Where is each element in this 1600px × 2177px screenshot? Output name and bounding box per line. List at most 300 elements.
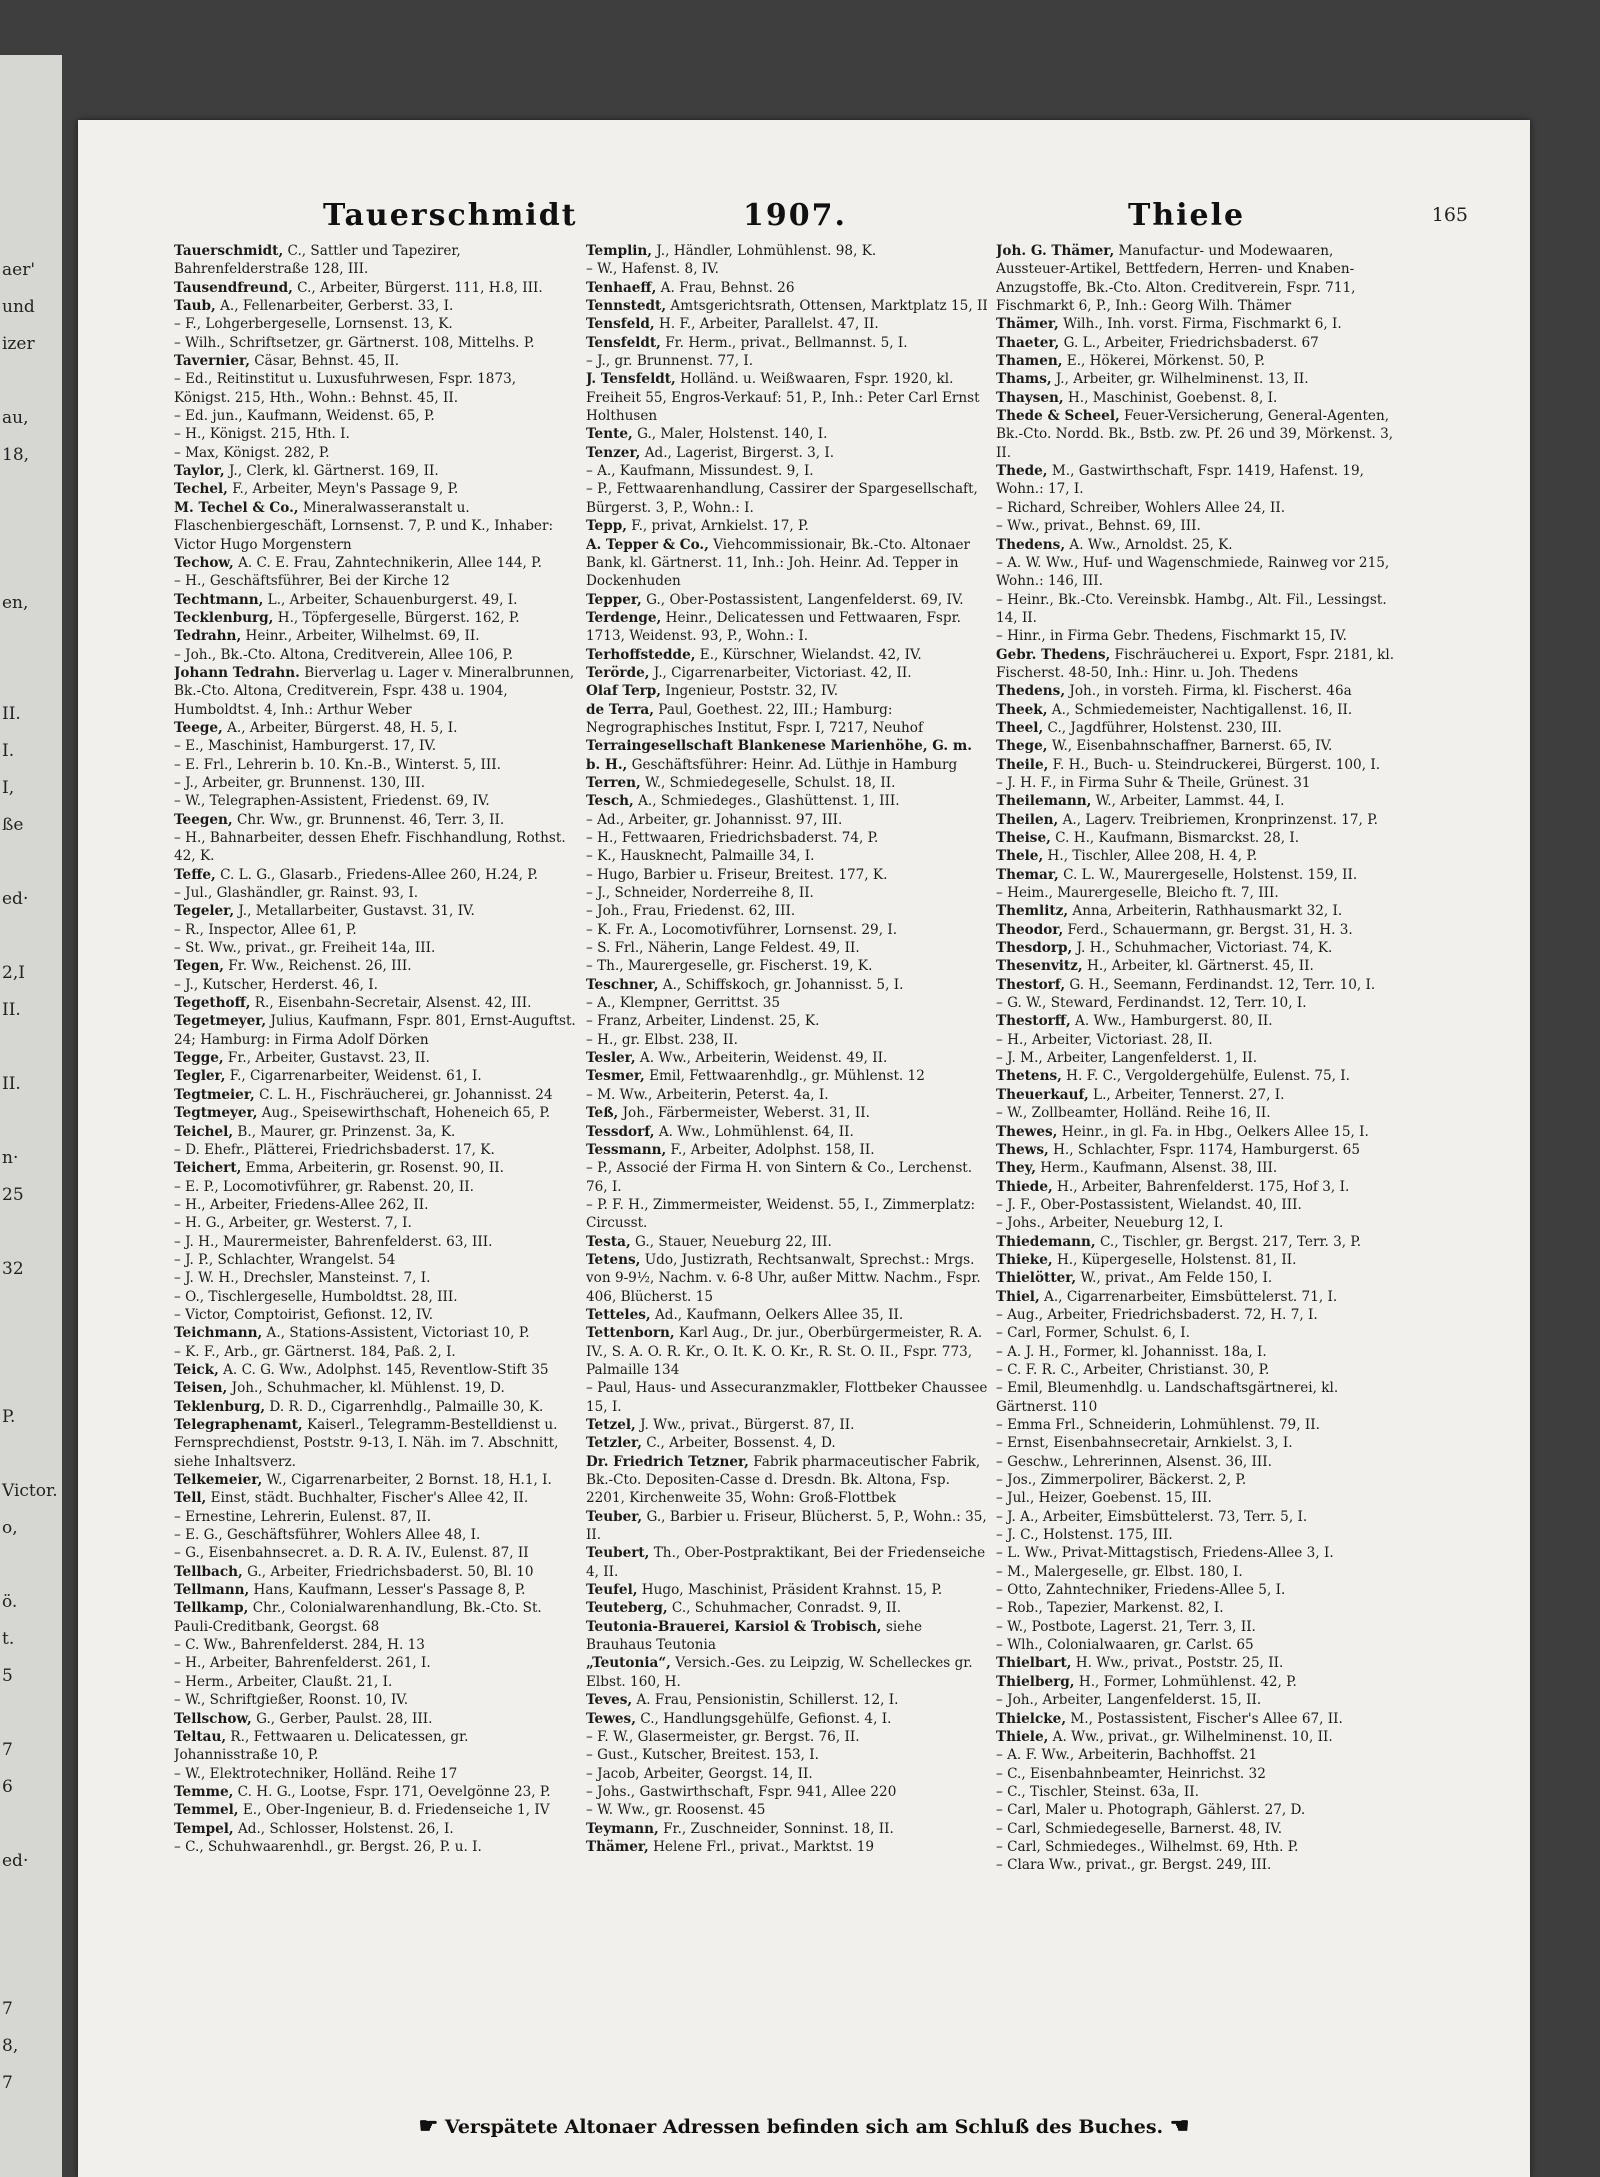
fragment-text: 25 [2, 1185, 24, 1205]
entry-details: – Heinr., Bk.-Cto. Vereinsbk. Hambg., Alt. Fil., Lessingst. 14, II. [996, 591, 1387, 626]
directory-entry [174, 976, 576, 994]
directory-entry [996, 1159, 1398, 1177]
entry-details: – Herm., Arbeiter, Claußt. 21, I. [174, 1673, 393, 1690]
entry-details: W., privat., Am Felde 150, I. [1076, 1270, 1273, 1287]
directory-entry [996, 866, 1398, 884]
entry-details: – Gust., Kutscher, Breitest. 153, I. [586, 1747, 819, 1764]
entry-name: Telkemeier, [174, 1472, 263, 1489]
entry-details: Viehcommissionair, Bk.-Cto. Altonaer Bank, kl. Gärtnerst. 11, Inh.: Joh. Heinr. Ad. Tepper in Dockenhuden [586, 536, 971, 590]
fragment-text: t. [2, 1629, 15, 1649]
directory-entry [174, 1288, 576, 1306]
directory-entry [174, 1343, 576, 1361]
directory-entry [996, 1856, 1398, 1874]
entry-details: H. F. C., Vergoldergehülfe, Eulenst. 75, I. [1061, 1068, 1350, 1085]
entry-name: Thiede, [996, 1178, 1053, 1195]
entry-details: – W., Elektrotechniker, Holländ. Reihe 17 [174, 1765, 458, 1782]
entry-name: de Terra, [586, 701, 654, 718]
directory-entry [586, 811, 988, 829]
entry-name: Teick, [174, 1361, 219, 1378]
directory-entry [996, 1123, 1398, 1141]
directory-entry [174, 1067, 576, 1085]
directory-entry [996, 756, 1398, 774]
column-2 [586, 242, 988, 2092]
directory-entry [174, 1233, 576, 1251]
entry-name: Telegraphenamt, [174, 1417, 303, 1433]
directory-entry [586, 1691, 988, 1709]
fragment-text: I, [2, 778, 15, 798]
fragment-text: II. [2, 1000, 21, 1020]
directory-entry [586, 664, 988, 682]
entry-details: – W. Ww., gr. Roosenst. 45 [586, 1802, 766, 1819]
entry-name: Tesmer, [586, 1068, 645, 1085]
entry-details: – Johs., Arbeiter, Neueburg 12, I. [996, 1215, 1224, 1232]
directory-entry [996, 902, 1398, 920]
entry-name: Theise, [996, 830, 1051, 846]
directory-entry [586, 774, 988, 792]
entry-name: Tellkamp, [174, 1600, 249, 1617]
entry-details: W., Eisenbahnschaffner, Barnerst. 65, IV. [1047, 738, 1333, 755]
directory-entry [996, 1324, 1398, 1342]
directory-entry [174, 1104, 576, 1122]
entry-details: – A., Klempner, Gerrittst. 35 [586, 995, 781, 1012]
directory-entry [996, 1233, 1398, 1251]
entry-details: A. Frau, Behnst. 26 [656, 279, 795, 296]
entry-details: A. Ww., privat., gr. Wilhelminenst. 10, II. [1048, 1728, 1333, 1745]
entry-name: Thaysen, [996, 389, 1064, 406]
directory-entry [174, 1361, 576, 1379]
entry-details: – Richard, Schreiber, Wohlers Allee 24, II. [996, 499, 1286, 516]
directory-entry [586, 1049, 988, 1067]
fragment-text: o, [2, 1518, 18, 1538]
entry-details: – Otto, Zahntechniker, Friedens-Allee 5, I. [996, 1582, 1286, 1599]
entry-details: – A. F. Ww., Arbeiterin, Bachhoffst. 21 [996, 1747, 1258, 1764]
entry-details: C., Jagdführer, Holstenst. 230, III. [1043, 719, 1282, 736]
fragment-text: 7 [2, 1999, 13, 2019]
entry-details: J., Händler, Lohmühlenst. 98, K. [652, 243, 877, 259]
entry-name: Teichmann, [174, 1325, 263, 1342]
entry-details: C., Tischler, gr. Bergst. 217, Terr. 3, P. [1095, 1233, 1362, 1250]
fragment-text: Victor. [2, 1481, 58, 1501]
directory-entry [174, 1508, 576, 1526]
directory-entry [586, 847, 988, 865]
directory-entry [174, 774, 576, 792]
entry-details: – Carl, Maler u. Photograph, Gählerst. 27, D. [996, 1802, 1306, 1819]
directory-entry [996, 1728, 1398, 1746]
entry-name: Themlitz, [996, 903, 1069, 920]
directory-entry [586, 315, 988, 333]
directory-entry [174, 1636, 576, 1654]
directory-entry [996, 1306, 1398, 1324]
fragment-text: P. [2, 1407, 16, 1427]
directory-entry [996, 994, 1398, 1012]
directory-entry [174, 1086, 576, 1104]
entry-name: Thielbart, [996, 1655, 1072, 1672]
directory-entry [586, 517, 988, 535]
entry-details: – O., Tischlergeselle, Humboldtst. 28, III. [174, 1288, 458, 1305]
entry-name: Thedens, [996, 683, 1066, 700]
entry-details: C. L. H., Fischräucherei, gr. Johannisst. 24 [254, 1086, 553, 1103]
directory-entry [586, 829, 988, 847]
directory-entry [174, 1141, 576, 1159]
entry-name: Olaf Terp, [586, 683, 661, 700]
entry-details: – H., gr. Elbst. 238, II. [586, 1031, 738, 1048]
entry-details: Ingenieur, Poststr. 32, IV. [661, 683, 839, 700]
directory-entry [174, 1398, 576, 1416]
entry-details: H. F., Arbeiter, Parallelst. 47, II. [654, 316, 879, 333]
directory-entry [996, 1838, 1398, 1856]
directory-entry [996, 646, 1398, 683]
directory-entry [586, 1508, 988, 1545]
entry-details: – J., gr. Brunnenst. 77, I. [586, 353, 754, 370]
entry-details: H. Ww., privat., Poststr. 25, II. [1071, 1655, 1284, 1672]
directory-entry [996, 407, 1398, 462]
entry-name: Tegge, [174, 1050, 224, 1067]
entry-name: Teves, [586, 1692, 633, 1709]
directory-entry [174, 1838, 576, 1856]
directory-entry [586, 1141, 988, 1159]
entry-details: – Emil, Bleumenhdlg. u. Landschaftsgärtnerei, kl. Gärtnerst. 110 [996, 1380, 1339, 1415]
directory-entry [996, 1269, 1398, 1287]
entry-name: Thämer, [996, 316, 1059, 333]
entry-details: Ad., Schlosser, Holstenst. 26, I. [233, 1820, 454, 1837]
entry-details: G., Arbeiter, Friedrichsbaderst. 50, Bl. 10 [242, 1563, 534, 1580]
directory-entry [996, 884, 1398, 902]
entry-name: Tettenborn, [586, 1325, 675, 1342]
entry-details: R., Fettwaaren u. Delicatessen, gr. Johannisstraße 10, P. [174, 1728, 469, 1764]
entry-name: Teffe, [174, 866, 216, 883]
entry-details: – H., Arbeiter, Friedens-Allee 262, II. [174, 1196, 429, 1213]
entry-details: – Ww., privat., Behnst. 69, III. [996, 518, 1201, 535]
directory-entry [174, 462, 576, 480]
directory-entry [996, 1599, 1398, 1617]
entry-details: Chr., Colonialwarenhandlung, Bk.-Cto. St. Pauli-Creditbank, Georgst. 68 [174, 1600, 542, 1635]
entry-details: – W., Telegraphen-Assistent, Friedenst. 69, IV. [174, 793, 490, 810]
entry-details: H., Arbeiter, kl. Gärtnerst. 45, II. [1082, 958, 1314, 975]
entry-name: Taub, [174, 298, 216, 315]
entry-name: Teufel, [586, 1582, 638, 1599]
entry-details: A. C. G. Ww., Adolphst. 145, Reventlow-Stift 35 [218, 1361, 549, 1378]
entry-details: – K., Hausknecht, Palmaille 34, I. [586, 848, 815, 865]
entry-details: – Ernestine, Lehrerin, Eulenst. 87, II. [174, 1508, 432, 1525]
directory-entry [996, 334, 1398, 352]
entry-details: – Wilh., Schriftsetzer, gr. Gärtnerst. 108, Mittelhs. P. [174, 334, 535, 351]
directory-entry [996, 370, 1398, 388]
directory-entry [174, 1159, 576, 1177]
entry-details: A. Ww., Lohmühlenst. 64, II. [654, 1123, 854, 1140]
directory-entry [996, 1434, 1398, 1452]
entry-details: Anna, Arbeiterin, Rathhausmarkt 32, I. [1068, 903, 1343, 920]
entry-details: L., Arbeiter, Tennerst. 27, I. [1088, 1086, 1285, 1103]
entry-details: J., Metallarbeiter, Gustavst. 31, IV. [234, 903, 475, 920]
directory-entry [996, 1012, 1398, 1030]
entry-name: Tempel, [174, 1820, 234, 1837]
entry-details: Joh., Schuhmacher, kl. Mühlenst. 19, D. [227, 1380, 505, 1397]
entry-details: Bierverlag u. Lager v. Mineralbrunnen, Bk.-Cto. Altona, Creditverein, Fspr. 438 u. 1904, Humboldtst. 4, Inh.: Arthur Weber [174, 664, 575, 718]
directory-entry [586, 1618, 988, 1655]
directory-entry [996, 1691, 1398, 1709]
directory-entry [586, 957, 988, 975]
entry-details: – C. Ww., Bahrenfelderst. 284, H. 13 [174, 1637, 425, 1654]
entry-details: E., Hökerei, Mörkenst. 50, P. [1062, 353, 1265, 370]
directory-entry [174, 921, 576, 939]
entry-details: Udo, Justizrath, Rechtsanwalt, Sprechst.: Mrgs. von 9-9½, Nachm. v. 6-8 Uhr, außer Mittw. Nachm., Fspr. 406, Blücherst. 15 [586, 1251, 981, 1305]
directory-entry [586, 1233, 988, 1251]
directory-entry [996, 1251, 1398, 1269]
entry-details: H., Maschinist, Goebenst. 8, I. [1063, 389, 1278, 406]
entry-details: H., Schlachter, Fspr. 1174, Hamburgerst. 65 [1048, 1141, 1360, 1158]
entry-details: Emil, Fettwaarenhdlg., gr. Mühlenst. 12 [644, 1068, 925, 1085]
entry-details: L., Arbeiter, Schauenburgerst. 49, I. [263, 591, 518, 608]
entry-details: – Hinr., in Firma Gebr. Thedens, Fischmarkt 15, IV. [996, 628, 1348, 645]
entry-details: G., Barbier u. Friseur, Blücherst. 5, P., Wohn.: 35, II. [586, 1508, 987, 1544]
entry-details: F., Arbeiter, Meyn's Passage 9, P. [227, 481, 459, 498]
entry-details: – Johs., Gastwirthschaft, Fspr. 941, Allee 220 [586, 1783, 897, 1800]
directory-entry [174, 425, 576, 443]
directory-entry [996, 1104, 1398, 1122]
directory-entry [586, 1728, 988, 1746]
entry-details: – Geschw., Lehrerinnen, Alsenst. 36, III. [996, 1453, 1272, 1470]
directory-entry [996, 774, 1398, 792]
directory-entry [174, 1306, 576, 1324]
fragment-text: 2,I [2, 963, 25, 983]
directory-entry [996, 1636, 1398, 1654]
fragment-text: aer' [2, 260, 35, 280]
entry-details: – J., Schneider, Norderreihe 8, II. [586, 885, 814, 902]
directory-entry [174, 1581, 576, 1599]
entry-name: Teutonia-Brauerei, Karsiol & Trobisch, [586, 1618, 882, 1635]
entry-details: – J. W. H., Drechsler, Mansteinst. 7, I. [174, 1270, 431, 1287]
entry-details: A. Frau, Pensionistin, Schillerst. 12, I. [632, 1692, 899, 1709]
directory-entry [174, 829, 576, 866]
entry-details: – W., Zollbeamter, Holländ. Reihe 16, II. [996, 1105, 1271, 1122]
entry-details: A., Schmiedemeister, Nachtigallenst. 16, II. [1047, 701, 1353, 718]
entry-details: C. L. W., Maurergeselle, Holstenst. 159, II. [1058, 866, 1358, 883]
entry-details: – Aug., Arbeiter, Friedrichsbaderst. 72, H. 7, I. [996, 1306, 1318, 1323]
entry-name: Tensfeldt, [586, 334, 661, 351]
entry-name: Temmel, [174, 1802, 239, 1819]
entry-name: Theek, [996, 701, 1048, 718]
directory-entry [996, 1416, 1398, 1434]
entry-name: Teegen, [174, 811, 233, 828]
directory-entry [586, 462, 988, 480]
entry-name: Tetens, [586, 1251, 641, 1268]
entry-name: Thedens, [996, 536, 1066, 553]
entry-details: – Th., Maurergeselle, gr. Fischerst. 19, K. [586, 958, 873, 975]
entry-name: Teschner, [586, 976, 659, 993]
directory-entry [996, 1178, 1398, 1196]
entry-details: Kaiserl., Telegramm-Bestelldienst u. Fernsprechdienst, Poststr. 9-13, I. Näh. im 7. Abschnitt, siehe Inhaltsverz. [174, 1417, 559, 1470]
entry-details: – A. W. Ww., Huf- und Wagenschmiede, Rainweg vor 215, Wohn.: 146, III. [996, 554, 1390, 590]
entry-details: A., Arbeiter, Bürgerst. 48, H. 5, I. [222, 719, 458, 736]
entry-details: C., Arbeiter, Bossenst. 4, D. [641, 1435, 836, 1452]
directory-entry [174, 1471, 576, 1489]
fragment-text: n· [2, 1148, 19, 1168]
directory-entry [174, 352, 576, 370]
adjacent-page-fragment [0, 55, 62, 2177]
entry-name: Thiedemann, [996, 1233, 1096, 1250]
entry-details: Ad., Kaufmann, Oelkers Allee 35, II. [650, 1306, 904, 1323]
entry-name: Terdenge, [586, 609, 662, 626]
directory-entry [586, 976, 988, 994]
header-right-catchword: Thiele [1128, 198, 1246, 233]
directory-entry [996, 939, 1398, 957]
entry-name: Thele, [996, 848, 1044, 865]
entry-name: Tegeler, [174, 903, 235, 920]
entry-details: W., Arbeiter, Lammst. 44, I. [1091, 793, 1285, 810]
directory-entry [996, 591, 1398, 628]
directory-entry [174, 884, 576, 902]
directory-entry [586, 1251, 988, 1306]
directory-entry [586, 1544, 988, 1581]
directory-entry [174, 297, 576, 315]
directory-entry [174, 499, 576, 554]
entry-details: Einst, städt. Buchhalter, Fischer's Allee 42, II. [206, 1490, 529, 1507]
directory-entry [174, 664, 576, 719]
entry-details: – Carl, Former, Schulst. 6, I. [996, 1325, 1190, 1342]
entry-details: – W., Schriftgießer, Roonst. 10, IV. [174, 1692, 409, 1709]
entry-details: – G., Eisenbahnsecret. a. D. R. A. IV., Eulenst. 87, II [174, 1545, 529, 1562]
entry-details: – L. Ww., Privat-Mittagstisch, Friedens-Allee 3, I. [996, 1545, 1334, 1562]
footer-note [78, 2113, 1530, 2139]
entry-details: Fischräucherei u. Export, Fspr. 2181, kl. Fischerst. 48-50, Inh.: Hinr. u. Joh. Thedens [996, 646, 1395, 681]
directory-entry [996, 1379, 1398, 1416]
entry-name: M. Techel & Co., [174, 499, 299, 516]
directory-entry [174, 866, 576, 884]
entry-details: R., Eisenbahn-Secretair, Alsenst. 42, III. [250, 995, 532, 1012]
entry-name: Techow, [174, 554, 234, 571]
fragment-text: 7 [2, 2073, 13, 2093]
directory-entry [586, 1801, 988, 1819]
entry-name: Tesler, [586, 1050, 636, 1067]
entry-details: Fr., Arbeiter, Gustavst. 23, II. [223, 1050, 430, 1067]
directory-entry [174, 756, 576, 774]
directory-entry [586, 1599, 988, 1617]
directory-entry [996, 921, 1398, 939]
directory-entry [996, 1471, 1398, 1489]
page-header [78, 198, 1530, 236]
entry-name: Tetzler, [586, 1435, 642, 1452]
directory-entry [174, 1710, 576, 1728]
directory-entry [996, 462, 1398, 499]
entry-details: – J. C., Holstenst. 175, III. [996, 1527, 1173, 1544]
entry-details: – E. G., Geschäftsführer, Wohlers Allee 48, I. [174, 1527, 481, 1544]
directory-entry [586, 1067, 988, 1085]
entry-details: – K. Fr. A., Locomotivführer, Lornsenst. 29, I. [586, 921, 898, 938]
directory-entry [174, 902, 576, 920]
entry-details: W., Cigarrenarbeiter, 2 Bornst. 18, H.1, I. [262, 1472, 552, 1489]
entry-name: Teisen, [174, 1380, 228, 1397]
directory-entry [174, 1654, 576, 1672]
fragment-text: ed· [2, 1851, 29, 1871]
entry-details: Herm., Kaufmann, Alsenst. 38, III. [1035, 1160, 1278, 1177]
directory-entry [996, 536, 1398, 554]
directory-entry [174, 334, 576, 352]
directory-entry [996, 701, 1398, 719]
directory-entry [586, 480, 988, 517]
entry-details: C. H. G., Lootse, Fspr. 171, Oevelgönne 23, P. [233, 1783, 551, 1800]
fragment-text: II. [2, 704, 21, 724]
page-number: 165 [1431, 204, 1468, 226]
entry-details: Karl Aug., Dr. jur., Oberbürgermeister, R. A. IV., S. A. O. R. Kr., O. It. K. O. Kr., R. St. O. II., Fspr. 773, Palmaille 134 [586, 1325, 983, 1378]
entry-name: Teege, [174, 719, 223, 736]
directory-entry [996, 976, 1398, 994]
entry-name: Teuteberg, [586, 1600, 668, 1617]
directory-entry [174, 315, 576, 333]
entry-name: Tegethoff, [174, 995, 251, 1012]
directory-entry [586, 591, 988, 609]
entry-details: – Ed., Reitinstitut u. Luxusfuhrwesen, Fspr. 1873, Königst. 215, Hth., Wohn.: Behnst. 45, II. [174, 371, 517, 406]
entry-details: – D. Ehefr., Plätterei, Friedrichsbaderst. 17, K. [174, 1141, 495, 1158]
entry-name: Teubert, [586, 1545, 650, 1562]
entry-name: Theodor, [996, 921, 1064, 938]
entry-details: – W., Postbote, Lagerst. 21, Terr. 3, II. [996, 1618, 1256, 1635]
directory-entry [996, 1141, 1398, 1159]
entry-name: Tausendfreund, [174, 279, 293, 296]
directory-entry [996, 811, 1398, 829]
directory-entry [586, 1104, 988, 1122]
entry-name: Thede, [996, 463, 1048, 480]
entry-name: Theilemann, [996, 793, 1092, 810]
entry-details: – Ed. jun., Kaufmann, Weidenst. 65, P. [174, 408, 435, 425]
entry-details: – Clara Ww., privat., gr. Bergst. 249, III. [996, 1857, 1272, 1874]
directory-entry [996, 499, 1398, 517]
fragment-text: I. [2, 741, 15, 761]
directory-entry [586, 701, 988, 738]
entry-details: Heinr., Arbeiter, Wilhelmst. 69, II. [241, 628, 480, 645]
entry-details: Manufactur- und Modewaaren, Aussteuer-Artikel, Bettfedern, Herren- und Knaben-Anzugstoffe, Bk.-Cto. Alton. Creditverein, Fspr. 711, Fischmarkt 6, P., Inh.: Georg Wilh. Thämer [996, 243, 1356, 315]
entry-name: Thiel, [996, 1288, 1040, 1305]
entry-name: Thämer, [586, 1838, 649, 1855]
directory-entry [174, 370, 576, 407]
entry-details: H., Küpergeselle, Holstenst. 81, II. [1052, 1251, 1297, 1268]
directory-page [78, 120, 1530, 2177]
entry-details: A. Ww., Hamburgerst. 80, II. [1070, 1013, 1273, 1030]
entry-name: A. Tepper & Co., [586, 536, 709, 553]
entry-details: C., Schuhmacher, Conradst. 9, II. [667, 1600, 902, 1617]
entry-name: Taylor, [174, 463, 225, 480]
entry-details: G., Stauer, Neueburg 22, III. [630, 1233, 832, 1250]
directory-entry [174, 480, 576, 498]
directory-entry [586, 1581, 988, 1599]
directory-entry [586, 1159, 988, 1196]
entry-details: – H., Fettwaaren, Friedrichsbaderst. 74, P. [586, 830, 879, 846]
entry-details: – Carl, Schmiedeges., Wilhelmst. 69, Hth. P. [996, 1838, 1299, 1855]
entry-name: Teß, [586, 1105, 619, 1122]
entry-details: – M. Ww., Arbeiterin, Peterst. 4a, I. [586, 1086, 829, 1103]
directory-entry [996, 792, 1398, 810]
entry-details: E., Kürschner, Wielandst. 42, IV. [695, 646, 922, 663]
entry-name: Themar, [996, 866, 1059, 883]
directory-entry [996, 1673, 1398, 1691]
entry-details: J., Cigarrenarbeiter, Victoriast. 42, II. [649, 664, 912, 681]
directory-entry [174, 242, 576, 279]
entry-details: Julius, Kaufmann, Fspr. 801, Ernst-Auguftst. 24; Hamburg: in Firma Adolf Dörken [174, 1013, 576, 1048]
directory-entry [586, 1379, 988, 1416]
entry-name: Tell, [174, 1490, 207, 1507]
entry-details: G., Maler, Holstenst. 140, I. [632, 426, 828, 443]
directory-entry [996, 627, 1398, 645]
entry-details: – Heim., Maurergeselle, Bleicho ft. 7, III. [996, 885, 1279, 902]
entry-details: – H., Königst. 215, Hth. I. [174, 426, 350, 443]
directory-entry [174, 572, 576, 590]
directory-entry [586, 994, 988, 1012]
directory-entry [586, 260, 988, 278]
entry-name: Tedrahn, [174, 628, 242, 645]
entry-details: – J. H., Maurermeister, Bahrenfelderst. 63, III. [174, 1233, 493, 1250]
entry-details: – Jul., Heizer, Goebenst. 15, III. [996, 1490, 1212, 1507]
entry-name: Thestorf, [996, 976, 1066, 993]
entry-name: Tetzel, [586, 1417, 636, 1433]
